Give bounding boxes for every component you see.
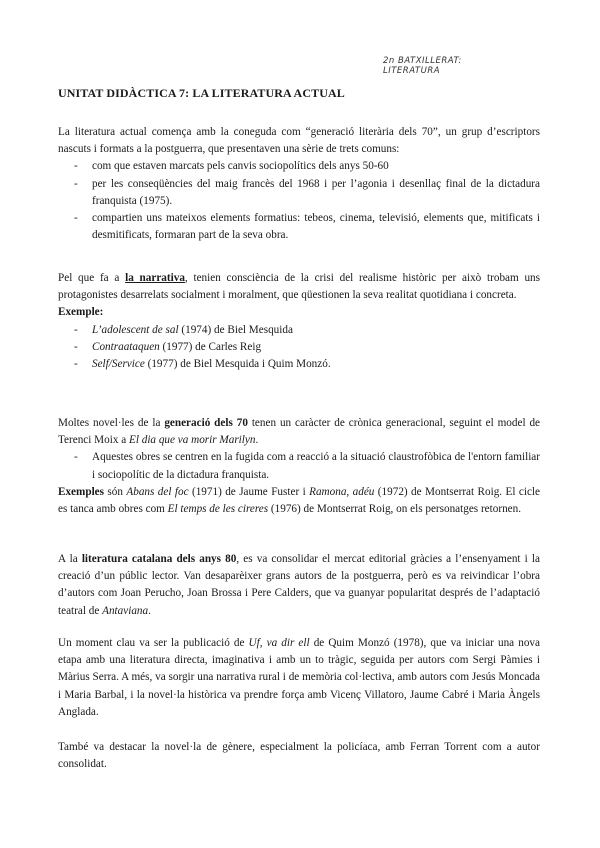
text-span: , es va consolidar el mercat editorial gràcies a l’ensenyament i la creació d’un públic lector. Van desaparèixer grans autors de la postguerra, però es va reivindicar l’obra d’autors com Joan Perucho, Joan Brossa i Pere Calders, que va guanyar popularitat després de l’adaptació teatral de (58, 553, 540, 617)
work-title: L’adolescent de sal (92, 323, 179, 336)
text-span: tenen un caràcter de crònica generacional, seguint el model de Terenci Moix a (58, 417, 541, 447)
text-span: (1971) de Jaume Fuster i (188, 485, 310, 498)
genere-paragraph: També va destacar la novel·la de gènere, especialment la policíaca, amb Ferran Torrent com a autor consolidat. (58, 741, 540, 771)
list-item: - Aquestes obres se centren en la fugida com a reacció a la situació claustrofòbica de l'entorn familiar i sociopolític de la dictadura franquista. (58, 449, 540, 483)
text-span: A la (58, 553, 82, 565)
narrativa-examples (58, 322, 540, 374)
work-title: Uf, va dir ell (248, 637, 310, 649)
intro-section (58, 124, 540, 244)
header-line-1: 2n BATXILLERAT: (383, 56, 462, 66)
generacio70-section (58, 415, 540, 518)
work-title: Antaviana (102, 604, 149, 617)
text-span: Un moment clau va ser la publicació de (58, 637, 249, 649)
text-span: Pel que fa a (58, 272, 126, 284)
text-span: de Quim Monzó (1978), que va iniciar una nova etapa amb una literatura directa, imaginativa i amb un to tràgic, seguida per autors com Sergi Pàmies i Màrius Serra. A més, va sorgir una narrativa rural i de memòria col·lectiva, amb autors com Jesús Moncada i Maria Barbal, i la novel·la històrica va prendre força amb Vicenç Villatoro, Jaume Cabré i Maria Àngels Anglada. (58, 637, 540, 718)
document-title: UNITAT DIDÀCTICA 7: LA LITERATURA ACTUAL (58, 86, 345, 100)
example-label: Exemple: (58, 306, 104, 319)
list-item: - com que estaven marcats pels canvis sociopolítics dels anys 50-60 (58, 158, 540, 175)
text-span: (1977) de Biel Mesquida i Quim Monzó. (144, 358, 331, 371)
list-item (58, 356, 540, 373)
monzo-paragraph (58, 635, 540, 721)
anys80-term: literatura catalana dels anys 80 (81, 553, 237, 565)
text-span: (1976) de Montserrat Roig, on els personatges retornen. (268, 503, 522, 516)
text-span: , tenien consciència de la crisi del realisme històric per això trobam uns protagonistes desarrelats socialment i moralment, que qüestionen la seva realitat quotidiana i concreta. (58, 272, 540, 302)
work-title: El dia que va morir Marilyn (128, 434, 256, 447)
narrativa-section (58, 270, 540, 373)
text-span: (1977) de Carles Reig (159, 340, 262, 353)
text-span: Moltes novel·les de la (58, 417, 165, 429)
text-span: (1974) de Biel Mesquida (178, 323, 293, 336)
list-item (58, 322, 540, 339)
work-title: Contraataquen (92, 340, 160, 353)
exemples-paragraph (58, 484, 540, 518)
exemples-label: Exemples (58, 485, 104, 498)
work-title: Abans del foc (126, 485, 189, 498)
intro-paragraph: La literatura actual comença amb la coneguda com “generació literària dels 70”, un grup d’escriptors nascuts i formats a la postguerra, que presentaven una sèrie de trets comuns: (58, 126, 540, 156)
narrativa-term: la narrativa (125, 272, 185, 284)
intro-list (58, 158, 540, 244)
text-span: . (255, 434, 259, 447)
generacio70-paragraph (58, 415, 540, 449)
list-item: - per les conseqüències del maig francès del 1968 i per l’agonia i desenllaç final de la dictadura franquista (1975). (58, 176, 540, 210)
text-span: són (104, 485, 127, 498)
list-item: - compartien uns mateixos elements formatius: tebeos, cinema, televisió, elements que, mitificats i desmitificats, formaran part de la seva obra. (58, 210, 540, 244)
work-title: Self/Service (92, 358, 145, 371)
text-span: (1972) de Montserrat Roig. El cicle es tanca amb obres com (58, 485, 540, 516)
work-title: Ramona, adéu (309, 485, 375, 498)
list-item (58, 339, 540, 356)
header-line-2: LITERATURA (383, 66, 441, 76)
anys80-paragraph (58, 551, 540, 620)
header-note (383, 56, 462, 76)
work-title: El temps de les cireres (167, 503, 269, 516)
text-span: . (148, 604, 151, 617)
narrativa-paragraph (58, 270, 540, 304)
generacio70-term: generació dels 70 (164, 417, 248, 429)
generacio70-list (58, 449, 540, 483)
